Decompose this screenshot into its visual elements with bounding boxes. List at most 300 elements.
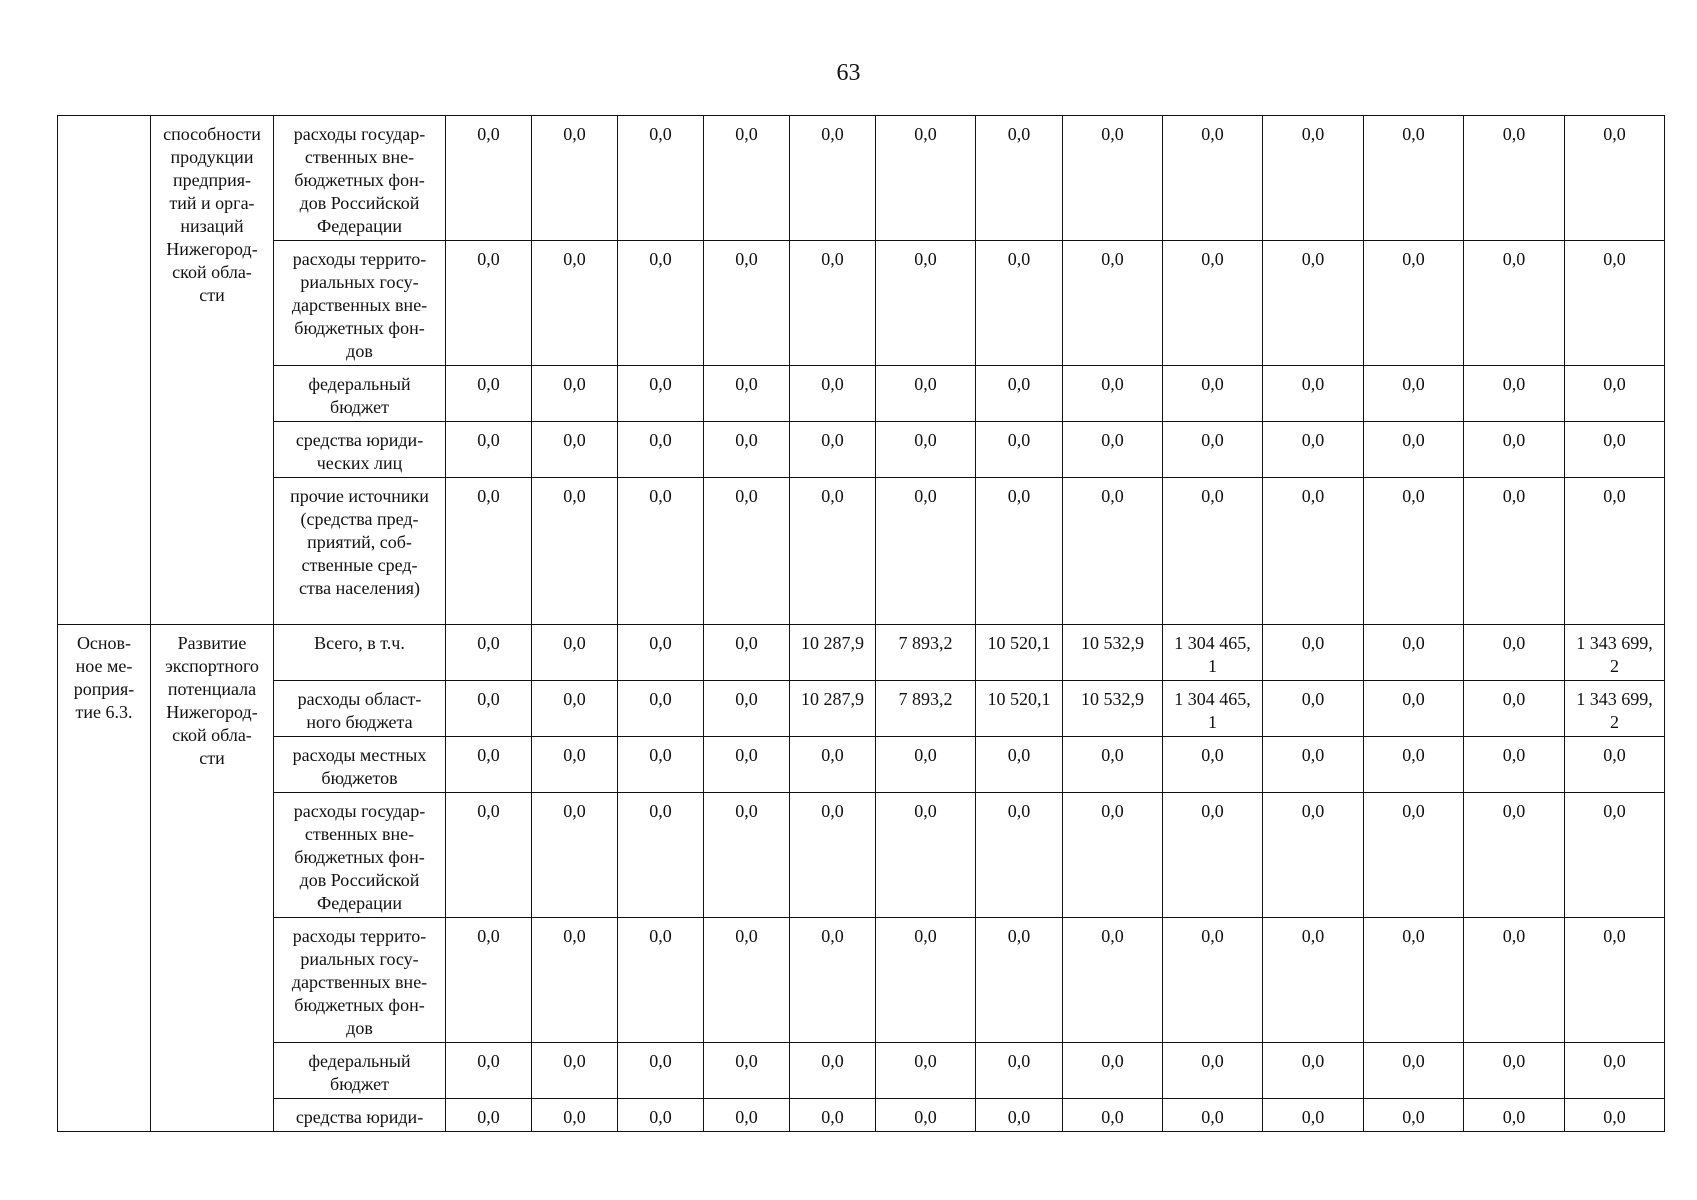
value-cell (446, 478, 532, 625)
funding-source-cell-line: ственных вне- (304, 824, 415, 844)
funding-source-cell-line: ственных вне- (304, 147, 415, 167)
value-cell (1364, 625, 1464, 681)
value-line: 0,0 (1502, 689, 1526, 709)
value-cell (790, 366, 876, 422)
funding-source-cell-line: дов Российской (299, 870, 420, 890)
value-cell (876, 422, 976, 478)
value-line: 0,0 (1201, 745, 1224, 765)
value-cell (446, 737, 532, 793)
funding-source-cell-line: бюджет (330, 397, 389, 417)
value-cell (876, 1043, 976, 1099)
value-cell (704, 116, 790, 241)
value-cell (1464, 1043, 1565, 1099)
value-cell (876, 681, 976, 737)
value-cell (1464, 737, 1565, 793)
value-cell (1163, 737, 1263, 793)
value-cell (1063, 681, 1163, 737)
value-line: 0,0 (477, 249, 500, 269)
value-cell (704, 422, 790, 478)
value-line: 0,0 (1502, 1107, 1526, 1127)
value-line: 0,0 (563, 374, 586, 394)
value-line: 0,0 (914, 374, 937, 394)
value-cell (1464, 625, 1565, 681)
value-cell (976, 793, 1063, 918)
value-cell (876, 478, 976, 625)
funding-source-cell (274, 625, 446, 681)
funding-source-cell-line: расходы террито- (292, 926, 427, 946)
value-cell (618, 422, 704, 478)
value-cell (876, 1099, 976, 1132)
value-cell (1565, 1099, 1665, 1132)
value-cell (976, 366, 1063, 422)
event-code-cell-line: роприя- (73, 679, 135, 699)
value-line: 0,0 (735, 430, 758, 450)
value-cell (1063, 918, 1163, 1043)
value-cell (976, 478, 1063, 625)
value-line: 0,0 (649, 633, 672, 653)
value-line: 0,0 (477, 926, 500, 946)
value-cell (1364, 116, 1464, 241)
value-line: 0,0 (1502, 633, 1526, 653)
funding-source-cell-line: дов Российской (299, 193, 420, 213)
value-line: 0,0 (914, 124, 937, 144)
value-line: 10 532,9 (1081, 633, 1144, 653)
value-cell (1565, 793, 1665, 918)
event-code-cell (58, 116, 151, 625)
value-cell (976, 422, 1063, 478)
value-cell (1364, 241, 1464, 366)
value-cell (790, 478, 876, 625)
value-cell (1263, 116, 1364, 241)
value-cell (1063, 625, 1163, 681)
value-line: 0,0 (1007, 1107, 1031, 1127)
funding-source-cell-line: бюджетных фон- (294, 170, 425, 190)
event-name-cell-line: экспортного (165, 656, 259, 676)
value-line: 0,0 (649, 374, 672, 394)
value-cell (1364, 793, 1464, 918)
value-line: 0,0 (649, 926, 672, 946)
value-line: 0,0 (1603, 249, 1626, 269)
value-line: 0,0 (477, 633, 500, 653)
value-line: 0,0 (1603, 745, 1626, 765)
funding-source-cell (274, 422, 446, 478)
value-cell (1364, 1043, 1464, 1099)
event-name-cell (151, 625, 274, 1132)
value-cell (618, 918, 704, 1043)
value-cell (1364, 918, 1464, 1043)
value-line: 0,0 (1007, 249, 1031, 269)
value-line: 0,0 (1402, 633, 1425, 653)
value-cell (532, 793, 618, 918)
value-cell (1464, 681, 1565, 737)
value-line: 0,0 (649, 1107, 672, 1127)
funding-source-cell-line: прочие источники (290, 486, 429, 506)
value-line: 0,0 (1402, 689, 1425, 709)
value-line: 0,0 (735, 1051, 758, 1071)
value-line: 0,0 (649, 801, 672, 821)
funding-source-cell (274, 241, 446, 366)
funding-source-cell-line: федеральный (308, 1051, 411, 1071)
value-line: 0,0 (1101, 249, 1124, 269)
value-line: 0,0 (1402, 430, 1425, 450)
value-cell (1063, 478, 1163, 625)
value-line: 0,0 (821, 124, 844, 144)
value-cell (704, 918, 790, 1043)
value-line: 0,0 (735, 689, 758, 709)
value-cell (704, 241, 790, 366)
value-line: 1 (1208, 712, 1217, 732)
value-line: 0,0 (1502, 430, 1526, 450)
value-line: 7 893,2 (898, 633, 953, 653)
value-cell (1263, 737, 1364, 793)
event-name-cell-line: предприя- (172, 170, 252, 190)
value-line: 0,0 (1101, 124, 1124, 144)
value-line: 0,0 (1101, 801, 1124, 821)
table-row (58, 1099, 1665, 1132)
value-cell (618, 241, 704, 366)
value-line: 0,0 (1201, 486, 1224, 506)
value-line: 0,0 (735, 124, 758, 144)
value-cell (976, 737, 1063, 793)
value-line: 0,0 (649, 689, 672, 709)
value-cell (876, 366, 976, 422)
value-line: 0,0 (1201, 1107, 1224, 1127)
value-line: 0,0 (477, 745, 500, 765)
value-line: 0,0 (1502, 745, 1526, 765)
value-line: 0,0 (1301, 430, 1325, 450)
funding-source-cell (274, 681, 446, 737)
value-line: 0,0 (914, 801, 937, 821)
value-line: 7 893,2 (898, 689, 953, 709)
value-line: 0,0 (1603, 1107, 1626, 1127)
value-line: 0,0 (1007, 430, 1031, 450)
value-cell (1163, 1099, 1263, 1132)
value-line: 0,0 (563, 926, 586, 946)
value-line: 0,0 (914, 1051, 937, 1071)
value-line: 0,0 (1603, 374, 1626, 394)
value-line: 0,0 (1007, 374, 1031, 394)
value-cell (446, 681, 532, 737)
value-line: 0,0 (735, 926, 758, 946)
value-line: 0,0 (1201, 926, 1224, 946)
table-row (58, 737, 1665, 793)
value-line: 0,0 (1301, 486, 1325, 506)
value-cell (1565, 478, 1665, 625)
value-cell (446, 422, 532, 478)
value-cell (1565, 422, 1665, 478)
value-line: 1 (1208, 656, 1217, 676)
value-cell (876, 737, 976, 793)
value-cell (876, 793, 976, 918)
value-line: 0,0 (563, 1051, 586, 1071)
event-name-cell-line: способности (163, 124, 261, 144)
value-cell (1565, 918, 1665, 1043)
value-cell (1163, 116, 1263, 241)
value-line: 0,0 (563, 633, 586, 653)
funding-source-cell-line: средства юриди- (295, 1107, 424, 1127)
funding-source-cell (274, 1099, 446, 1132)
value-cell (618, 116, 704, 241)
value-line: 0,0 (1301, 633, 1325, 653)
value-cell (446, 366, 532, 422)
funding-source-cell-line: (средства пред- (300, 509, 419, 529)
value-cell (1163, 241, 1263, 366)
event-code-cell (58, 625, 151, 1132)
value-line: 1 343 699, (1576, 633, 1653, 653)
value-cell (1364, 1099, 1464, 1132)
funding-source-cell-line: Федерации (316, 216, 402, 236)
table-row (58, 366, 1665, 422)
funding-source-cell-line: дов (346, 341, 373, 361)
value-line: 0,0 (1402, 374, 1425, 394)
value-line: 0,0 (1101, 486, 1124, 506)
value-line: 0,0 (1603, 926, 1626, 946)
value-cell (704, 1099, 790, 1132)
value-cell (1464, 1099, 1565, 1132)
value-cell (1263, 478, 1364, 625)
value-cell (1063, 366, 1163, 422)
value-line: 1 304 465, (1174, 689, 1251, 709)
value-cell (1063, 241, 1163, 366)
funding-source-cell (274, 366, 446, 422)
value-cell (1364, 737, 1464, 793)
value-cell (1364, 366, 1464, 422)
value-line: 0,0 (914, 249, 937, 269)
value-cell (790, 1099, 876, 1132)
value-cell (446, 625, 532, 681)
value-line: 0,0 (1301, 1107, 1325, 1127)
value-line: 0,0 (563, 249, 586, 269)
value-cell (446, 1043, 532, 1099)
value-line: 0,0 (1502, 1051, 1526, 1071)
value-cell (446, 918, 532, 1043)
value-cell (1565, 241, 1665, 366)
event-name-cell-line: низаций (180, 216, 244, 236)
value-cell (1565, 366, 1665, 422)
value-line: 0,0 (1502, 926, 1526, 946)
value-line: 0,0 (563, 801, 586, 821)
value-cell (1464, 422, 1565, 478)
value-cell (1263, 625, 1364, 681)
value-line: 0,0 (1502, 249, 1526, 269)
value-line: 0,0 (1603, 430, 1626, 450)
value-cell (1063, 116, 1163, 241)
value-line: 0,0 (1502, 801, 1526, 821)
value-line: 0,0 (1402, 249, 1425, 269)
value-line: 0,0 (1101, 430, 1124, 450)
table-row (58, 478, 1665, 625)
value-cell (532, 737, 618, 793)
value-cell (1163, 681, 1263, 737)
funding-source-cell (274, 1043, 446, 1099)
value-line: 10 520,1 (987, 689, 1051, 709)
value-line: 0,0 (1301, 689, 1325, 709)
value-line: 0,0 (1402, 486, 1425, 506)
value-line: 0,0 (477, 124, 500, 144)
value-line: 0,0 (1201, 801, 1224, 821)
value-cell (1464, 241, 1565, 366)
funding-source-cell-line: ного бюджета (306, 712, 413, 732)
value-line: 0,0 (821, 745, 844, 765)
value-line: 0,0 (1101, 1107, 1124, 1127)
value-line: 0,0 (1101, 1051, 1124, 1071)
event-name-cell-line: Нижегород- (166, 702, 258, 722)
value-line: 0,0 (821, 486, 844, 506)
funding-source-cell-line: ства населения) (299, 578, 420, 598)
value-cell (790, 422, 876, 478)
value-line: 0,0 (1101, 926, 1124, 946)
value-cell (1163, 793, 1263, 918)
value-line: 0,0 (821, 801, 844, 821)
value-line: 0,0 (649, 486, 672, 506)
value-line: 0,0 (735, 1107, 758, 1127)
event-name-cell-line: сти (199, 285, 225, 305)
value-cell (1263, 241, 1364, 366)
budget-table (57, 115, 1665, 1132)
funding-source-cell-line: бюджетных фон- (294, 995, 425, 1015)
value-line: 0,0 (735, 374, 758, 394)
value-line: 0,0 (563, 689, 586, 709)
value-line: 0,0 (1007, 745, 1031, 765)
event-name-cell (151, 116, 274, 625)
value-cell (1565, 681, 1665, 737)
event-name-cell-line: ской обла- (172, 725, 252, 745)
value-line: 0,0 (735, 249, 758, 269)
value-cell (446, 1099, 532, 1132)
event-name-cell-line: сти (199, 748, 225, 768)
page-number: 63 (836, 60, 861, 86)
value-line: 0,0 (1301, 1051, 1325, 1071)
funding-source-cell-line: расходы государ- (293, 124, 426, 144)
value-cell (790, 681, 876, 737)
value-cell (1364, 681, 1464, 737)
funding-source-cell (274, 793, 446, 918)
value-line: 0,0 (735, 633, 758, 653)
funding-source-cell-line: бюджетных фон- (294, 847, 425, 867)
value-cell (790, 625, 876, 681)
value-cell (704, 793, 790, 918)
funding-source-cell (274, 918, 446, 1043)
value-line: 2 (1610, 656, 1619, 676)
value-cell (1464, 918, 1565, 1043)
funding-source-cell-line: бюджетных фон- (294, 318, 425, 338)
funding-source-cell-line: Федерации (316, 893, 402, 913)
table-row (58, 918, 1665, 1043)
value-cell (1163, 918, 1263, 1043)
funding-source-cell-line: бюджет (330, 1074, 389, 1094)
value-line: 0,0 (821, 249, 844, 269)
funding-source-cell-line: расходы террито- (292, 249, 427, 269)
value-line: 0,0 (1301, 124, 1325, 144)
value-cell (1163, 1043, 1263, 1099)
table-row (58, 793, 1665, 918)
value-line: 0,0 (1007, 124, 1031, 144)
value-line: 0,0 (1201, 1051, 1224, 1071)
value-line: 0,0 (1301, 801, 1325, 821)
value-line: 0,0 (1007, 801, 1031, 821)
value-cell (876, 116, 976, 241)
value-line: 0,0 (649, 1051, 672, 1071)
value-line: 0,0 (1201, 374, 1224, 394)
value-line: 0,0 (1007, 926, 1031, 946)
value-line: 0,0 (1301, 745, 1325, 765)
value-line: 0,0 (649, 745, 672, 765)
value-cell (618, 366, 704, 422)
event-code-cell-line: ное ме- (75, 656, 133, 676)
value-cell (1263, 793, 1364, 918)
value-cell (790, 737, 876, 793)
funding-source-cell-line: ческих лиц (316, 453, 403, 473)
value-line: 0,0 (821, 1107, 844, 1127)
value-cell (618, 681, 704, 737)
value-cell (532, 1099, 618, 1132)
value-line: 0,0 (821, 430, 844, 450)
value-line: 10 520,1 (987, 633, 1051, 653)
funding-source-cell (274, 737, 446, 793)
value-cell (876, 625, 976, 681)
value-cell (1163, 625, 1263, 681)
value-line: 0,0 (1301, 249, 1325, 269)
table-row (58, 241, 1665, 366)
value-line: 0,0 (477, 486, 500, 506)
funding-source-cell-line: риальных госу- (300, 272, 419, 292)
funding-source-cell-line: дарственных вне- (291, 295, 428, 315)
value-cell (618, 737, 704, 793)
value-cell (1263, 1099, 1364, 1132)
value-cell (532, 116, 618, 241)
value-cell (618, 478, 704, 625)
value-cell (532, 241, 618, 366)
value-cell (1263, 422, 1364, 478)
value-cell (704, 625, 790, 681)
value-cell (1565, 116, 1665, 241)
table-row (58, 681, 1665, 737)
funding-source-cell-line: ственные сред- (301, 555, 418, 575)
value-cell (1063, 793, 1163, 918)
value-cell (1565, 737, 1665, 793)
value-line: 0,0 (1301, 926, 1325, 946)
value-line: 0,0 (735, 801, 758, 821)
value-cell (1464, 478, 1565, 625)
value-line: 10 287,9 (801, 689, 864, 709)
value-cell (532, 422, 618, 478)
value-cell (976, 1043, 1063, 1099)
value-cell (446, 116, 532, 241)
value-line: 0,0 (821, 926, 844, 946)
value-cell (532, 366, 618, 422)
value-cell (976, 625, 1063, 681)
value-line: 0,0 (649, 249, 672, 269)
value-line: 0,0 (1402, 1107, 1425, 1127)
funding-source-cell-line: дарственных вне- (291, 972, 428, 992)
value-line: 0,0 (1201, 430, 1224, 450)
value-cell (704, 1043, 790, 1099)
value-cell (1063, 422, 1163, 478)
funding-source-cell-line: средства юриди- (295, 430, 424, 450)
value-cell (1063, 737, 1163, 793)
value-cell (790, 241, 876, 366)
value-cell (618, 1099, 704, 1132)
value-cell (532, 625, 618, 681)
event-code-cell-line: тие 6.3. (75, 702, 133, 722)
event-name-cell-line: Нижегород- (166, 239, 258, 259)
value-line: 0,0 (563, 486, 586, 506)
value-line: 0,0 (914, 745, 937, 765)
value-cell (704, 737, 790, 793)
value-cell (790, 116, 876, 241)
event-name-cell-line: ской обла- (172, 262, 252, 282)
value-line: 0,0 (1301, 374, 1325, 394)
